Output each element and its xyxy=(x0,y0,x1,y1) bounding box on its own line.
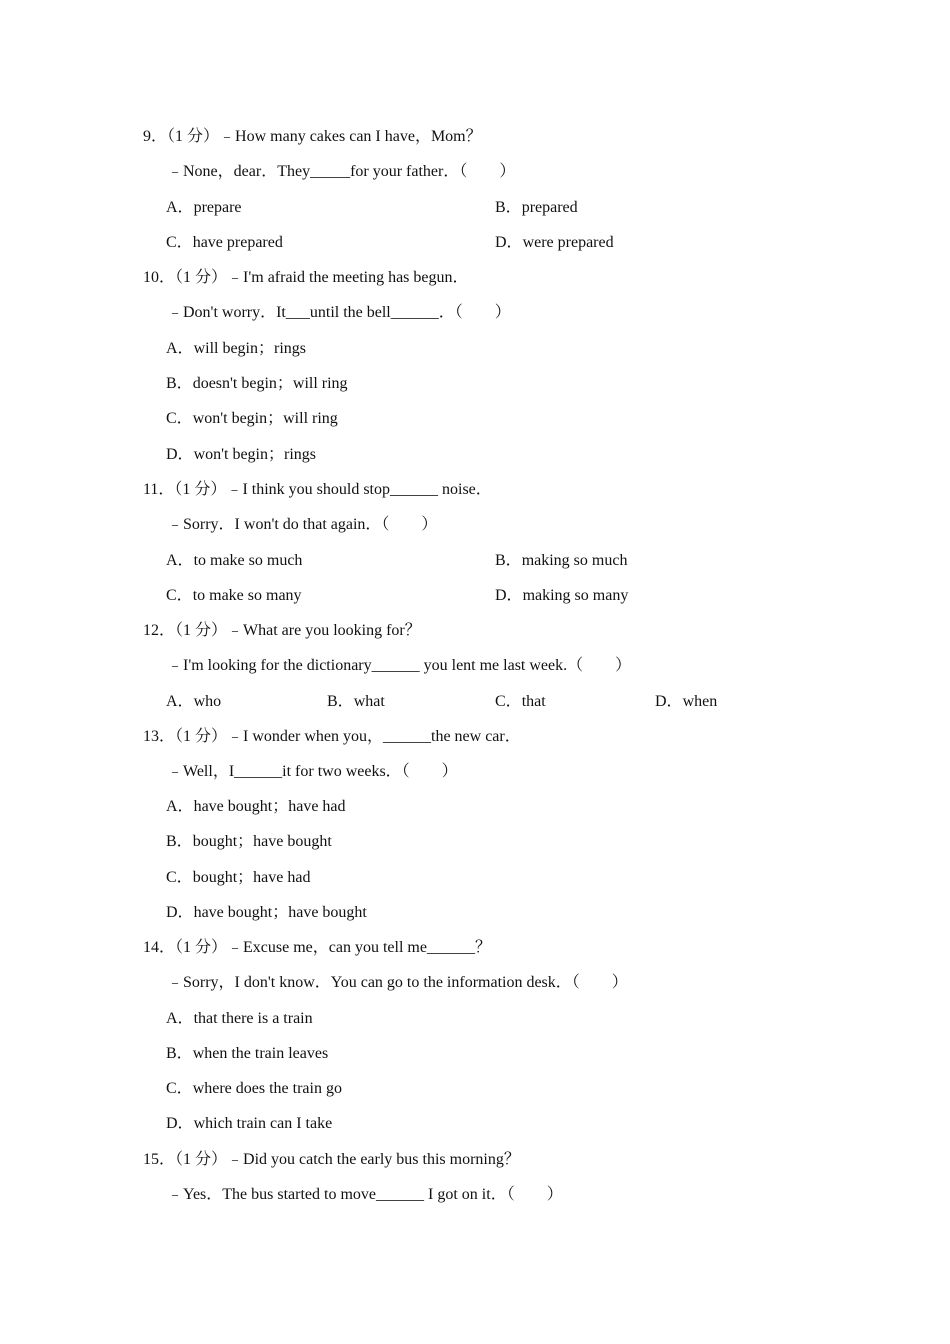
option-label: D． xyxy=(166,446,194,463)
option-label: B． xyxy=(166,375,193,392)
question-prompt: ﹣I'm afraid the meeting has begun． xyxy=(227,269,469,286)
option-text: won't begin；will ring xyxy=(192,410,338,427)
question-14-option-a[interactable] xyxy=(166,1009,313,1029)
question-prompt: ﹣Did you catch the early bus this morning？ xyxy=(227,1151,520,1168)
option-text: what xyxy=(353,693,385,710)
question-9-option-a[interactable] xyxy=(166,198,242,218)
option-text: when xyxy=(682,693,718,710)
question-number: 9． xyxy=(143,128,168,145)
question-number: 11． xyxy=(143,481,175,498)
option-label: C． xyxy=(166,410,193,427)
option-label: D． xyxy=(495,587,523,604)
option-text: who xyxy=(193,693,222,710)
question-12-reply: ﹣I'm looking for the dictionary______ you lent me last week.（ ） xyxy=(167,657,632,674)
option-text: to make so much xyxy=(193,552,303,569)
question-14-stem xyxy=(143,938,491,958)
option-text: will begin；rings xyxy=(193,340,307,357)
question-10-option-b[interactable] xyxy=(166,374,348,394)
question-score: （1 分） xyxy=(175,269,228,286)
option-text: won't begin；rings xyxy=(193,446,316,463)
question-12-option-a[interactable] xyxy=(166,692,221,712)
question-score: （1 分） xyxy=(167,128,220,145)
option-label: D． xyxy=(655,693,683,710)
question-number: 12． xyxy=(143,622,176,639)
option-label: C． xyxy=(166,234,193,251)
question-12-option-c[interactable] xyxy=(495,692,546,712)
option-label: D． xyxy=(495,234,523,251)
question-number: 13． xyxy=(143,728,176,745)
question-score: （1 分） xyxy=(175,622,228,639)
option-label: D． xyxy=(166,904,194,921)
option-label: B． xyxy=(327,693,354,710)
option-label: A． xyxy=(166,798,194,815)
option-label: A． xyxy=(166,693,194,710)
option-label: A． xyxy=(166,1010,194,1027)
option-text: that xyxy=(521,693,546,710)
option-label: B． xyxy=(166,833,193,850)
question-15-reply: ﹣Yes．The bus started to move______ I got on it．（ ） xyxy=(167,1186,563,1203)
question-10-stem xyxy=(143,268,469,288)
question-13-stem xyxy=(143,727,521,747)
option-label: B． xyxy=(166,1045,193,1062)
question-score: （1 分） xyxy=(175,1151,228,1168)
option-text: have prepared xyxy=(192,234,283,251)
option-text: where does the train go xyxy=(192,1080,342,1097)
question-13-option-b[interactable] xyxy=(166,832,332,852)
option-text: prepared xyxy=(521,199,578,216)
question-13-option-a[interactable] xyxy=(166,797,346,817)
option-label: A． xyxy=(166,552,194,569)
option-text: bought；have had xyxy=(192,869,311,886)
question-10-reply: ﹣Don't worry．It___until the bell______．（ ） xyxy=(167,304,511,321)
question-13-option-c[interactable] xyxy=(166,868,310,888)
option-text: to make so many xyxy=(192,587,302,604)
question-10-option-d[interactable] xyxy=(166,445,316,465)
question-score: （1 分） xyxy=(174,481,227,498)
question-11-option-b[interactable] xyxy=(495,551,627,571)
option-text: have bought；have had xyxy=(193,798,346,815)
option-label: C． xyxy=(166,1080,193,1097)
question-11-option-c[interactable] xyxy=(166,586,302,606)
question-11-reply: ﹣Sorry．I won't do that again．（ ） xyxy=(167,516,438,533)
option-label: C． xyxy=(166,869,193,886)
question-11-option-a[interactable] xyxy=(166,551,302,571)
option-text: have bought；have bought xyxy=(193,904,367,921)
question-number: 14． xyxy=(143,939,176,956)
question-9-option-d[interactable] xyxy=(495,233,614,253)
question-13-reply: ﹣Well，I______it for two weeks．（ ） xyxy=(167,763,458,780)
question-12-stem xyxy=(143,621,421,641)
option-text: making so much xyxy=(521,552,628,569)
question-score: （1 分） xyxy=(175,939,228,956)
question-prompt: ﹣Excuse me，can you tell me______？ xyxy=(227,939,491,956)
question-prompt: ﹣I wonder when you，______the new car． xyxy=(227,728,521,745)
question-number: 15． xyxy=(143,1151,176,1168)
question-prompt: ﹣How many cakes can I have，Mom？ xyxy=(219,128,482,145)
option-text: were prepared xyxy=(522,234,614,251)
question-14-option-c[interactable] xyxy=(166,1079,342,1099)
question-11-option-d[interactable] xyxy=(495,586,628,606)
question-number: 10． xyxy=(143,269,176,286)
option-label: A． xyxy=(166,340,194,357)
question-9-option-c[interactable] xyxy=(166,233,283,253)
question-9-reply: ﹣None，dear．They_____for your father．（ ） xyxy=(167,163,516,180)
option-label: D． xyxy=(166,1115,194,1132)
question-10-option-c[interactable] xyxy=(166,409,338,429)
option-label: C． xyxy=(166,587,193,604)
option-label: A． xyxy=(166,199,194,216)
question-12-option-b[interactable] xyxy=(327,692,385,712)
option-label: B． xyxy=(495,199,522,216)
option-text: bought；have bought xyxy=(192,833,332,850)
question-12-option-d[interactable] xyxy=(655,692,717,712)
question-14-option-b[interactable] xyxy=(166,1044,328,1064)
option-text: that there is a train xyxy=(193,1010,313,1027)
option-label: B． xyxy=(495,552,522,569)
question-14-reply: ﹣Sorry，I don't know．You can go to the information desk．（ ） xyxy=(167,974,628,991)
question-14-option-d[interactable] xyxy=(166,1114,332,1134)
option-label: C． xyxy=(495,693,522,710)
question-prompt: ﹣What are you looking for？ xyxy=(227,622,421,639)
option-text: which train can I take xyxy=(193,1115,333,1132)
question-13-option-d[interactable] xyxy=(166,903,367,923)
question-9-stem xyxy=(143,127,482,147)
option-text: prepare xyxy=(193,199,242,216)
question-11-stem xyxy=(143,480,492,500)
question-10-option-a[interactable] xyxy=(166,339,306,359)
option-text: making so many xyxy=(522,587,629,604)
option-text: when the train leaves xyxy=(192,1045,329,1062)
question-score: （1 分） xyxy=(175,728,228,745)
question-15-stem xyxy=(143,1150,520,1170)
question-prompt: ﹣I think you should stop______ noise． xyxy=(226,481,492,498)
question-9-option-b[interactable] xyxy=(495,198,578,218)
option-text: doesn't begin；will ring xyxy=(192,375,348,392)
